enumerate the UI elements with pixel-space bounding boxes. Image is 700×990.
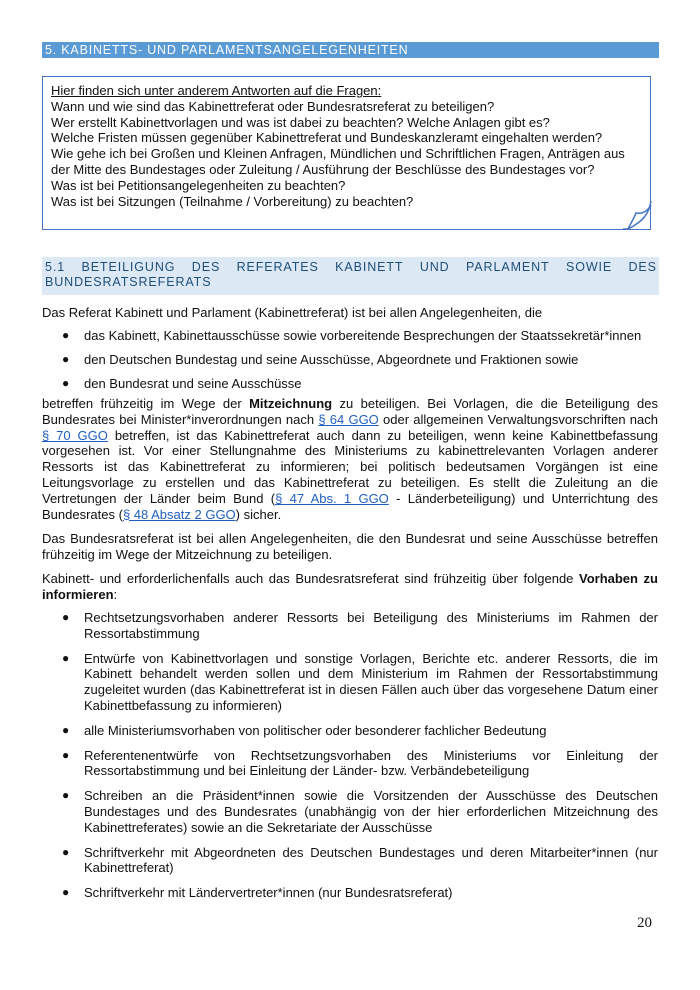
- heading-word: SOWIE: [565, 260, 613, 274]
- info-box-question: der Mitte des Bundestages oder Zuleitung / Ausführung der Beschlüsse des Bundestages vor?: [51, 161, 595, 177]
- bullet-icon: ●: [62, 328, 70, 342]
- list-item: ● Schreiben an die Präsident*innen sowie die Vorsitzenden der Ausschüsse des Deutschen Bundestages und des Bundesrates (unabhängig von der hier erforderlichen Mitzeichnung des Kabinettreferates) sowie an die Sekretariate der Ausschüsse: [62, 788, 658, 835]
- page-number: 20: [637, 915, 652, 931]
- info-box-question: Wer erstellt Kabinettvorlagen und was ist dabei zu beachten? Welche Anlagen gibt es?: [51, 114, 550, 130]
- section-heading: 5. KABINETTS- UND PARLAMENTSANGELEGENHEITEN: [42, 42, 659, 58]
- bold-term: Vorhaben zu informieren: [42, 571, 658, 602]
- heading-line-2: BUNDESRATSREFERATS: [45, 275, 212, 289]
- info-box-question: Wann und wie sind das Kabinettreferat oder Bundesratsreferat zu beteiligen?: [51, 98, 495, 114]
- bullet-icon: ●: [62, 722, 70, 737]
- heading-word: BETEILIGUNG: [81, 260, 176, 274]
- ggo-47-link[interactable]: § 47 Abs. 1 GGO: [275, 490, 389, 506]
- vorhaben-paragraph: Kabinett- und erforderlichenfalls auch das Bundesratsreferat sind frühzeitig über folgende Vorhaben zu informieren:: [42, 571, 658, 602]
- list-item: ● Schriftverkehr mit Ländervertreter*innen (nur Bundesratsreferat): [62, 885, 453, 901]
- heading-word: DES: [191, 260, 221, 274]
- intro-bullet-list: [42, 328, 658, 399]
- page-curl-icon: [622, 199, 654, 231]
- bullet-icon: ●: [62, 650, 70, 665]
- list-item: ● Entwürfe von Kabinettvorlagen und sonstige Vorlagen, Berichte etc. anderer Ressorts, die im Kabinett behandelt werden sollen und dem Ministerium im Rahmen der Ressortabstimmung zugeleitet wurden (das Kabinettreferat ist in diesen Fällen auch über das vorgesehene Datum einer Kabinettbefassung zu informieren): [62, 650, 658, 713]
- bullet-icon: ●: [62, 885, 70, 900]
- info-box-question: Welche Fristen müssen gegenüber Kabinettreferat und Bundeskanzleramt eingehalten werden?: [51, 130, 603, 146]
- info-box-question: Was ist bei Sitzungen (Teilnahme / Vorbereitung) zu beachten?: [51, 193, 414, 209]
- mitzeichnung-paragraph: betreffen frühzeitig im Wege der Mitzeichnung zu beteiligen. Bei Vorlagen, die die Beteiligung des Bundesrates bei Minister*inverordnungen nach § 64 GGO oder allgemeinen Verwaltungsvorschriften nach § 70 GGO betreffen, ist das Kabinettreferat auch dann zu beteiligen, wenn keine Kabinettbefassung vorgesehen ist. Vor einer Stellungnahme des Ministeriums zu kabinettrelevanten Vorlagen anderer Ressorts ist das Kabinettreferat zu informieren; bei politisch bedeutsamen Vorgängen ist eine Leitungsvorlage zu erstellen und das Kabinettreferat zu beteiligen. Es stellt die Zuleitung an die Vertretungen der Länder beim Bund (§ 47 Abs. 1 GGO - Länderbeteiligung) und Unterrichtung des Bundesrates (§ 48 Absatz 2 GGO) sicher.: [42, 396, 659, 522]
- bundesrat-paragraph: Das Bundesratsreferat ist bei allen Angelegenheiten, die den Bundesrat und seine Ausschüsse betreffen frühzeitig im Wege der Mitzeichnung zu beteiligen.: [42, 531, 658, 562]
- list-item: ● den Deutschen Bundestag und seine Ausschüsse, Abgeordnete und Fraktionen sowie: [62, 351, 579, 367]
- info-box: [42, 76, 651, 230]
- heading-word: PARLAMENT: [466, 260, 550, 274]
- bold-term: Mitzeichnung: [249, 396, 333, 411]
- intro-paragraph: Das Referat Kabinett und Parlament (Kabinettreferat) ist bei allen Angelegenheiten, die: [42, 305, 543, 320]
- bullet-icon: ●: [62, 375, 70, 390]
- heading-word: KABINETT: [335, 260, 404, 274]
- vorhaben-bullet-list: [42, 610, 658, 910]
- bullet-icon: ●: [62, 610, 70, 624]
- ggo-48-link[interactable]: § 48 Absatz 2 GGO: [122, 506, 236, 522]
- bullet-icon: ●: [62, 788, 70, 803]
- list-item: ● Schriftverkehr mit Abgeordneten des Deutschen Bundestages und deren Mitarbeiter*innen (nur Kabinettreferat): [62, 844, 658, 876]
- bullet-icon: ●: [62, 747, 70, 762]
- bullet-icon: ●: [62, 351, 70, 366]
- list-item: ● Rechtsetzungsvorhaben anderer Ressorts bei Beteiligung des Ministeriums im Rahmen der Ressortabstimmung: [62, 610, 658, 641]
- bullet-icon: ●: [62, 844, 70, 859]
- list-item: ● das Kabinett, Kabinettausschüsse sowie vorbereitende Besprechungen der Staatssekretär*innen: [62, 328, 642, 343]
- info-box-question: Wie gehe ich bei Großen und Kleinen Anfragen, Mündlichen und Schriftlichen Fragen, Anträgen aus: [51, 146, 625, 162]
- heading-word: 5.1: [45, 260, 66, 274]
- list-item: ● alle Ministeriumsvorhaben von politischer oder besonderer fachlicher Bedeutung: [62, 722, 547, 738]
- heading-word: UND: [419, 260, 450, 274]
- ggo-64-link[interactable]: § 64 GGO: [318, 411, 379, 427]
- info-box-question: Was ist bei Petitionsangelegenheiten zu beachten?: [51, 177, 346, 193]
- heading-word: REFERATES: [236, 260, 319, 274]
- heading-word: DES: [628, 260, 657, 274]
- subsection-heading: [42, 257, 659, 295]
- info-box-intro: Hier finden sich unter anderem Antworten auf die Fragen:: [51, 83, 382, 98]
- ggo-70-link[interactable]: § 70 GGO: [42, 427, 108, 443]
- list-item: ● den Bundesrat und seine Ausschüsse: [62, 375, 302, 391]
- list-item: ● Referentenentwürfe von Rechtsetzungsvorhaben des Ministeriums vor Einleitung der Ressortabstimmung und bei Einleitung der Länder- bzw. Verbändebeteiligung: [62, 747, 658, 779]
